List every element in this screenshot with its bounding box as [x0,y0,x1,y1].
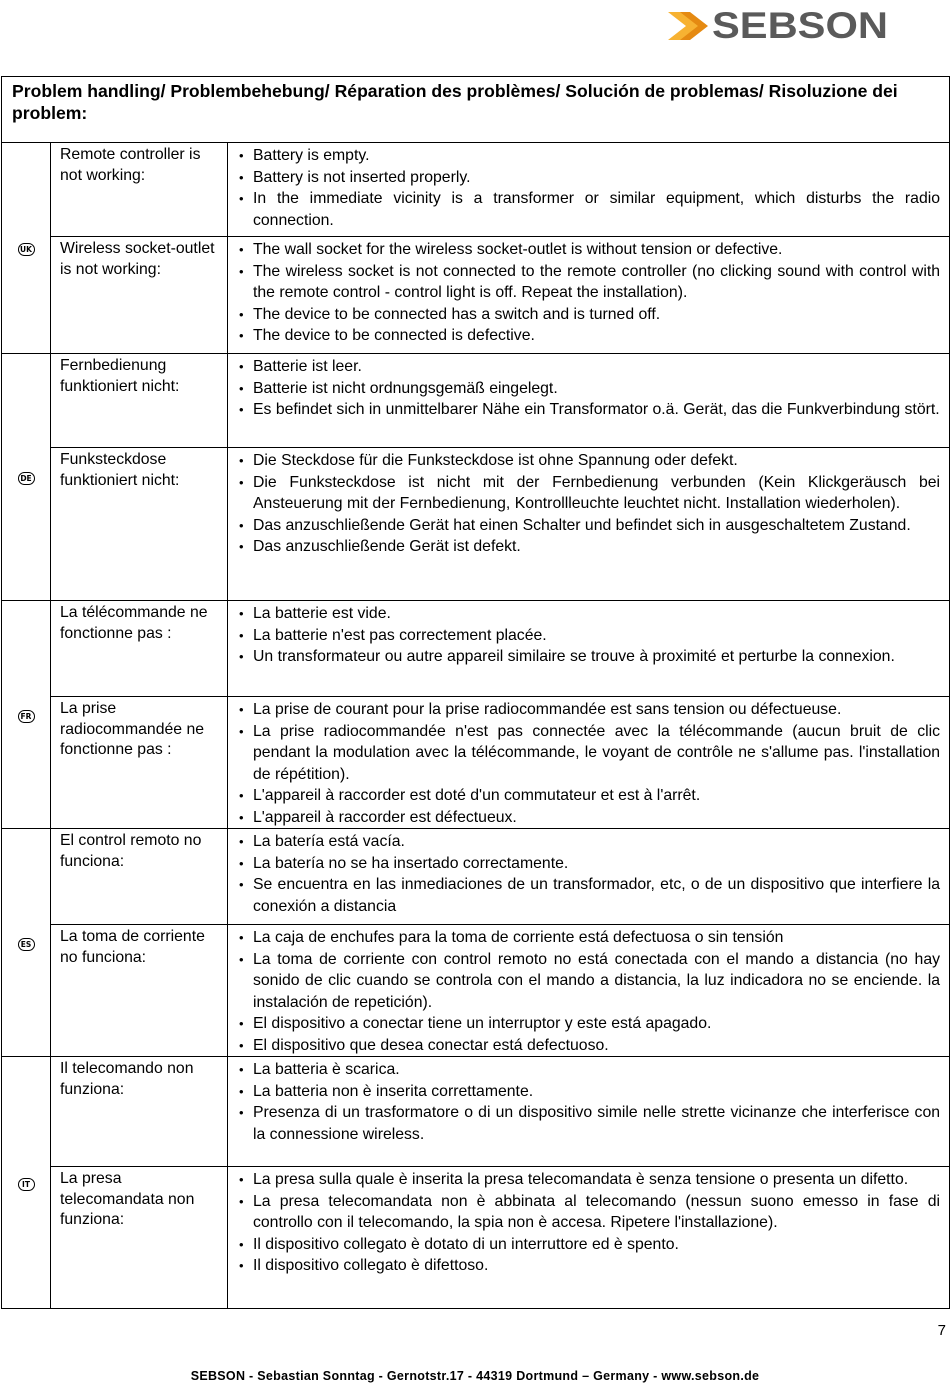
list-item: • Il dispositivo collegato è dotato di un interruttore ed è spento. [237,1234,940,1256]
problem-table [1,76,950,1309]
list-item: • Die Steckdose für die Funksteckdose ist ohne Spannung oder defekt. [237,450,940,472]
problem-cell: La prise radiocommandée ne fonctionne pas : [51,697,228,829]
country-flag-icon: UK [18,243,35,256]
problem-cell: La télécommande ne fonctionne pas : [51,601,228,697]
list-item: • Die Funksteckdose ist nicht mit der Fernbedienung verbunden (Kein Klickgeräusch bei Ansteuerung mit der Fernbedienung, Kontrollleuchte leuchtet nicht. Installation wiederholen). [237,472,940,515]
solution-list [237,603,940,668]
list-item: • Batterie ist leer. [237,356,940,378]
list-item: • The device to be connected has a switch and is turned off. [237,304,940,326]
list-item: • La batterie est vide. [237,603,940,625]
solution-cell [228,697,950,829]
solution-list [237,239,940,347]
solution-cell [228,354,950,448]
list-item: • The wall socket for the wireless socket-outlet is without tension or defective. [237,239,940,261]
solution-cell [228,143,950,237]
country-flag-icon: ES [18,938,35,951]
solution-cell [228,1167,950,1309]
table-row [2,829,950,925]
list-item: • La toma de corriente con control remoto no está conectada con el mando a distancia (no hay sonido de clic cuando se controla con el mando a distancia, la luz indicadora no se enciende. la instalación de repetición). [237,949,940,1014]
list-item: • La batería está vacía. [237,831,940,853]
flag-cell [2,601,51,829]
footer: SEBSON - Sebastian Sonntag - Gernotstr.17 - 44319 Dortmund – Germany - www.sebson.de [190,1369,760,1383]
list-item: • L'appareil à raccorder est doté d'un commutateur et est à l'arrêt. [237,785,940,807]
list-item: • The device to be connected is defective. [237,325,940,347]
list-item: • L'appareil à raccorder est défectueux. [237,807,940,829]
problem-cell: Fernbedienung funktioniert nicht: [51,354,228,448]
solution-list [237,356,940,421]
solution-list [237,145,940,231]
list-item: • El dispositivo que desea conectar está defectuoso. [237,1035,940,1057]
problem-cell: La presa telecomandata non funziona: [51,1167,228,1309]
solution-list [237,699,940,828]
solution-list [237,1169,940,1277]
list-item: • Battery is not inserted properly. [237,167,940,189]
list-item: • Batterie ist nicht ordnungsgemäß eingelegt. [237,378,940,400]
flag-cell [2,354,51,601]
list-item: • Presenza di un trasformatore o di un dispositivo simile nelle strette vicinanze che interferisce con la connessione wireless. [237,1102,940,1145]
problem-cell: La toma de corriente no funciona: [51,925,228,1057]
list-item: • La batería no se ha insertado correctamente. [237,853,940,875]
list-item: • The wireless socket is not connected to the remote controller (no clicking sound with control with the remote control - control light is off. Repeat the installation). [237,261,940,304]
table-row [2,1167,950,1309]
solution-cell [228,237,950,354]
list-item: • El dispositivo a conectar tiene un interruptor y este está apagado. [237,1013,940,1035]
list-item: • In the immediate vicinity is a transformer or similar equipment, which disturbs the radio connection. [237,188,940,231]
problem-cell: Remote controller is not working: [51,143,228,237]
solution-list [237,1059,940,1145]
list-item: • Il dispositivo collegato è difettoso. [237,1255,940,1277]
list-item: • La batteria è scarica. [237,1059,940,1081]
table-row [2,697,950,829]
country-flag-icon: FR [18,710,35,723]
list-item: • Das anzuschließende Gerät ist defekt. [237,536,940,558]
list-item: • La presa telecomandata non è abbinata al telecomando (nessun suono emesso in fase di controllo con il telecomando, la spia non è accesa. Ripetere l'installazione). [237,1191,940,1234]
country-flag-icon: DE [18,472,35,485]
list-item: • La presa sulla quale è inserita la presa telecomandata è senza tensione o presenta un difetto. [237,1169,940,1191]
list-item: • La batteria non è inserita correttamente. [237,1081,940,1103]
page-title: Problem handling/ Problembehebung/ Réparation des problèmes/ Solución de problemas/ Risoluzione dei problem: [12,81,898,123]
solution-cell [228,601,950,697]
flag-cell [2,143,51,354]
list-item: • La prise de courant pour la prise radiocommandée est sans tension ou défectueuse. [237,699,940,721]
solution-cell [228,829,950,925]
list-item: • La batterie n'est pas correctement placée. [237,625,940,647]
flag-cell [2,829,51,1057]
solution-list [237,450,940,558]
solution-list [237,927,940,1056]
solution-cell [228,448,950,601]
solution-cell [228,925,950,1057]
country-flag-icon: IT [18,1178,35,1191]
problem-cell: Il telecomando non funziona: [51,1057,228,1167]
solution-cell [228,1057,950,1167]
list-item: • Es befindet sich in unmittelbarer Nähe ein Transformator o.ä. Gerät, das die Funkverbindung stört. [237,399,940,421]
list-item: • Un transformateur ou autre appareil similaire se trouve à proximité et perturbe la connexion. [237,646,940,668]
table-row [2,237,950,354]
table-row [2,354,950,448]
flag-cell [2,1057,51,1309]
logo-text: SEBSON [712,6,888,46]
title-cell [2,77,950,143]
page-number: 7 [937,1322,946,1339]
problem-cell: Wireless socket-outlet is not working: [51,237,228,354]
sebson-chevron-icon [668,6,893,46]
table-row [2,143,950,237]
sebson-logo [668,6,893,46]
list-item: • Se encuentra en las inmediaciones de un transformador, etc, o de un dispositivo que interfiere la conexión a distancia [237,874,940,917]
table-row [2,448,950,601]
problem-cell: El control remoto no funciona: [51,829,228,925]
solution-list [237,831,940,917]
problem-cell: Funksteckdose funktioniert nicht: [51,448,228,601]
table-row [2,601,950,697]
table-row [2,1057,950,1167]
list-item: • La caja de enchufes para la toma de corriente está defectuosa o sin tensión [237,927,940,949]
list-item: • Battery is empty. [237,145,940,167]
list-item: • La prise radiocommandée n'est pas connectée avec la télécommande (aucun bruit de clic pendant la modulation avec la télécommande, le voyant de contrôle ne s'allume pas. l'installation de répétition). [237,721,940,786]
list-item: • Das anzuschließende Gerät hat einen Schalter und befindet sich in ausgeschaltetem Zustand. [237,515,940,537]
table-row [2,925,950,1057]
